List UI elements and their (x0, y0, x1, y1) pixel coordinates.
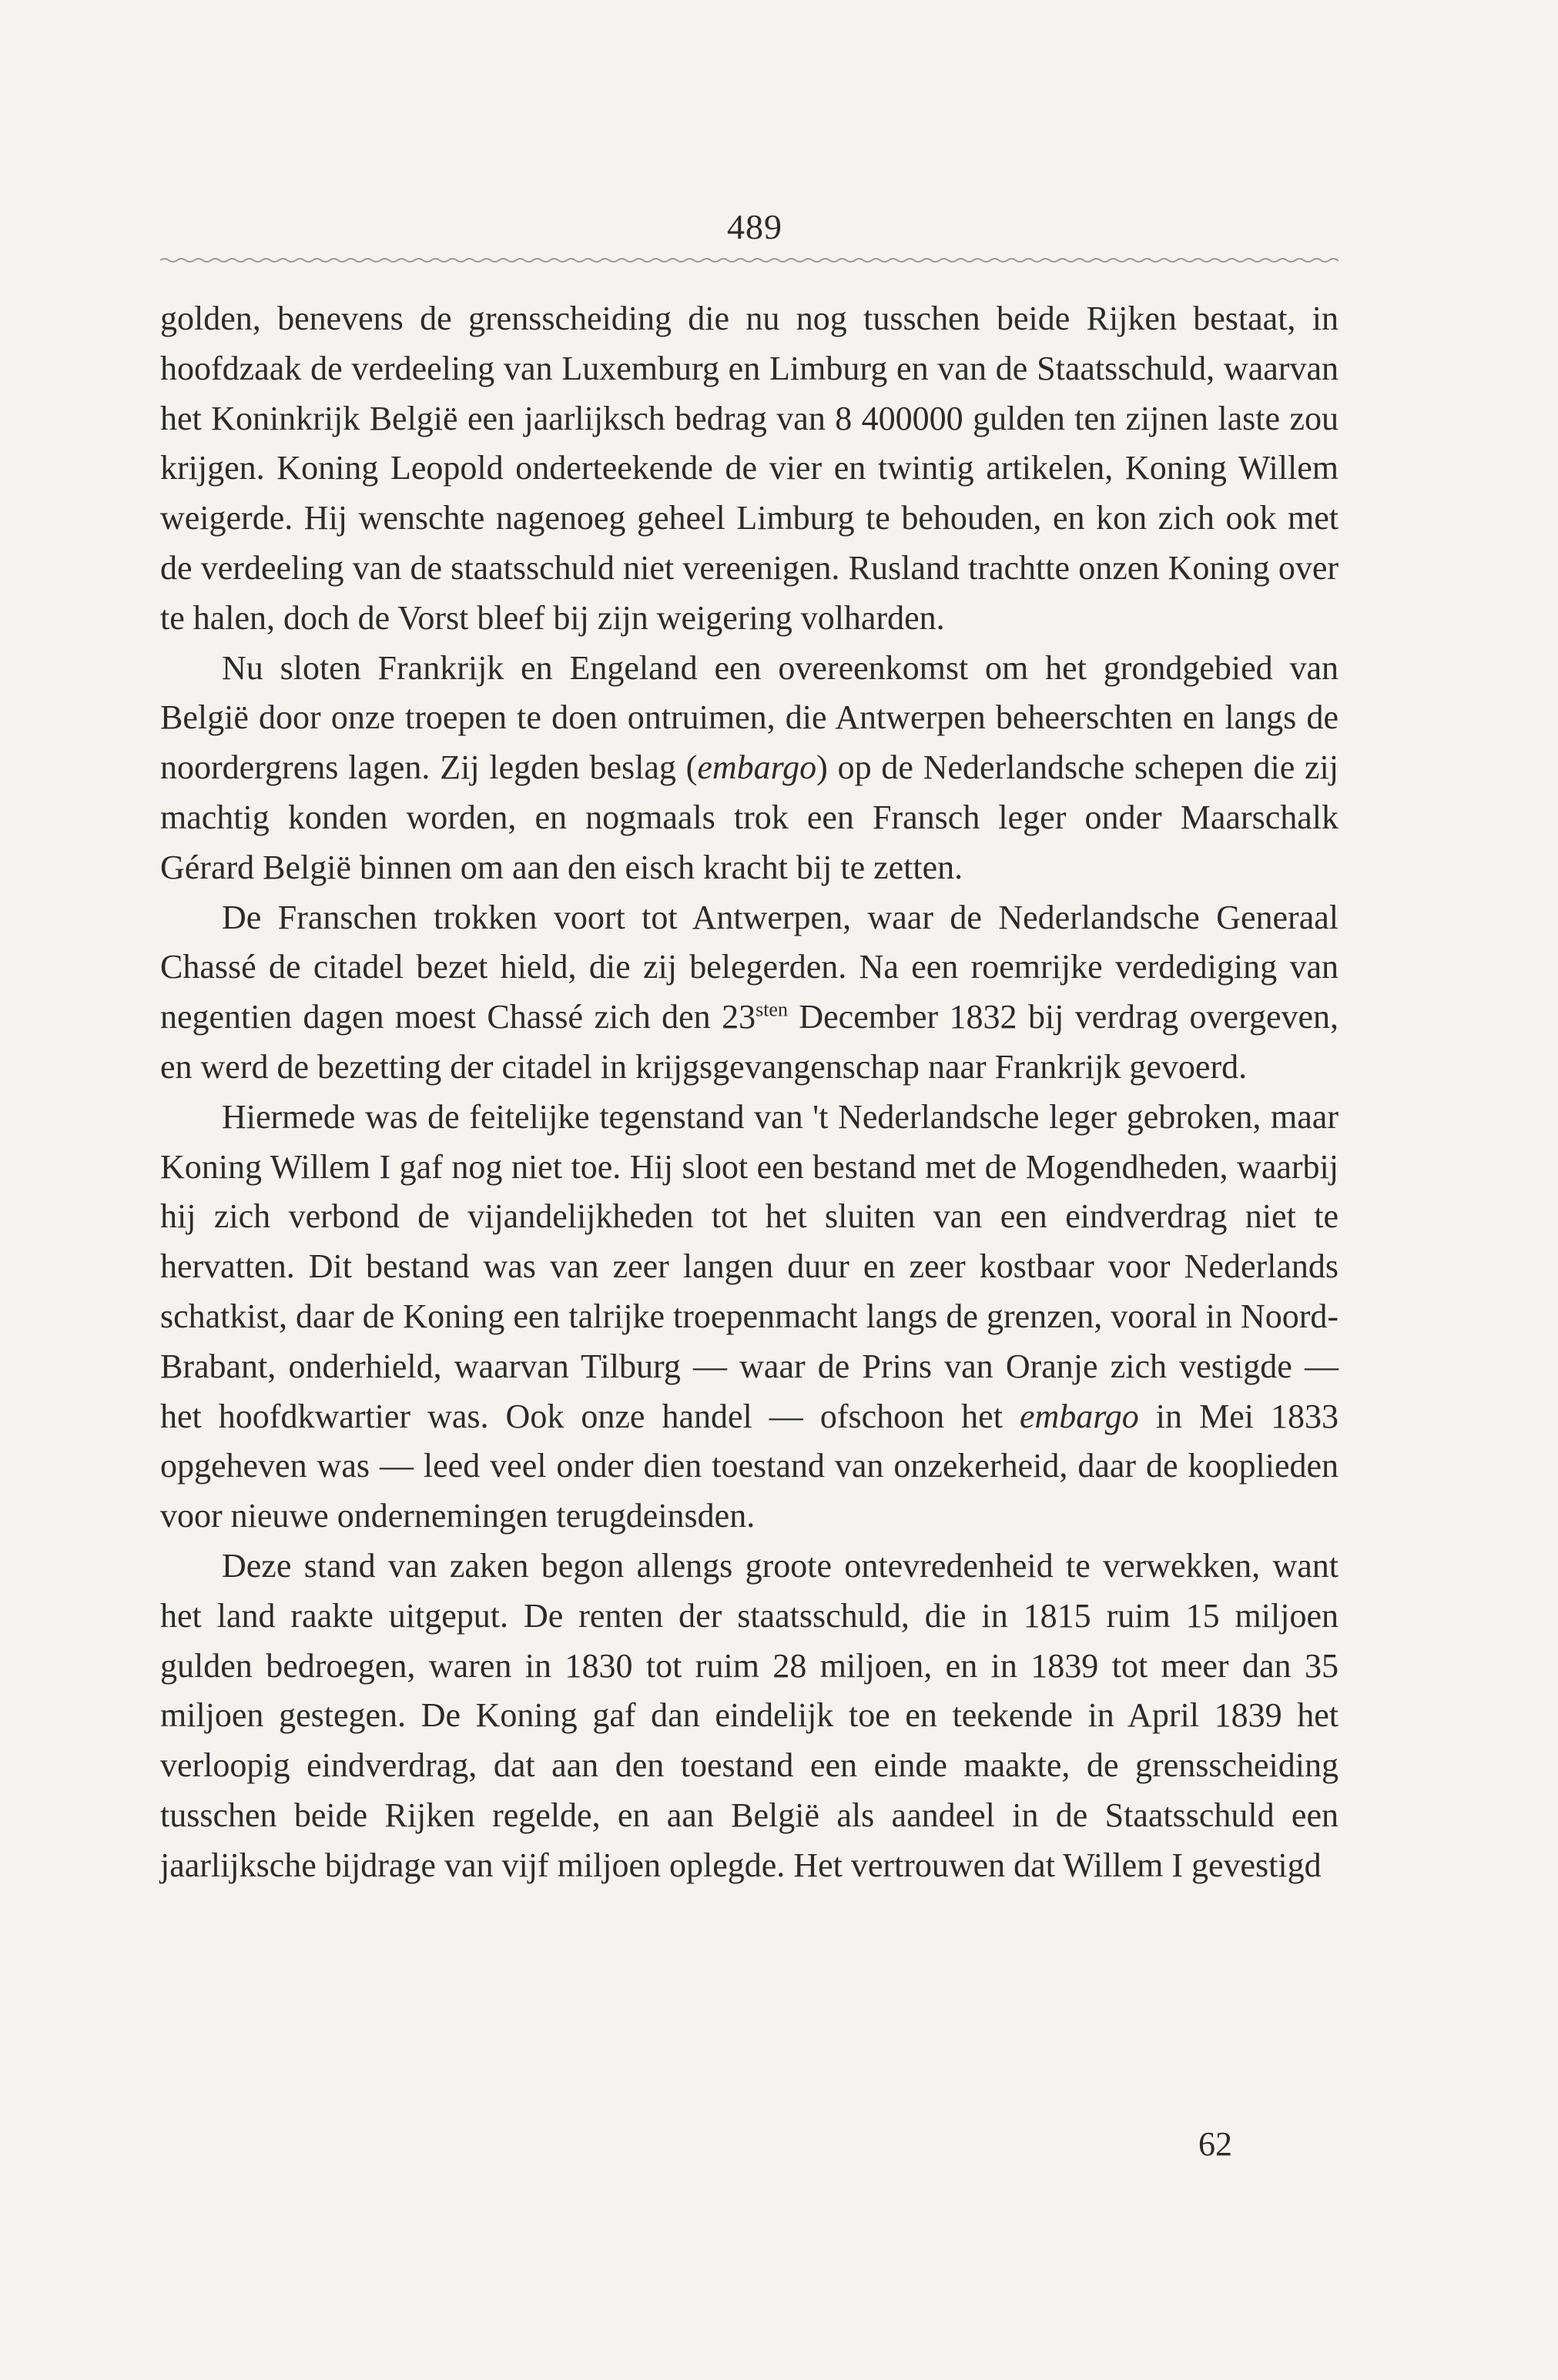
paragraph (160, 893, 1339, 1093)
paragraph-text: in Mei 1833 opgeheven was — leed veel onder dien toestand van onzekerheid, daar de kooplieden voor nieuwe ondernemingen terugdeinsden. (160, 1397, 1339, 1535)
decorative-wavy-rule (160, 254, 1339, 266)
paragraph-text: ) op de Nederlandsche schepen die zij machtig konden worden, en nogmaals trok een Fransch leger onder Maarschalk Gérard België binnen om aan den eisch kracht bij te zetten. (160, 748, 1339, 886)
paragraph-text: De Franschen trokken voort tot Antwerpen, waar de Nederlandsche Generaal Chassé de citadel bezet hield, die zij belegerden. Na een roemrijke verdediging van negentien dagen moest Chassé zich den 23 (160, 898, 1339, 1036)
signature-mark: 62 (1198, 2125, 1232, 2163)
ordinal-suffix: sten (756, 998, 788, 1021)
italic-term: embargo (697, 748, 817, 787)
body-text (160, 294, 1339, 1891)
paragraph (160, 1541, 1339, 1891)
paragraph (160, 1093, 1339, 1541)
paragraph (160, 644, 1339, 893)
paragraph-text: Nu sloten Frankrijk en Engeland een overeenkomst om het grondgebied van België door onze troepen te doen ontruimen, die Antwerpen beheerschten en langs de noordergrens lagen. Zij legden beslag ( (160, 648, 1339, 787)
paragraph-text: Hiermede was de feitelijke tegenstand van 't Nederlandsche leger gebroken, maar Koning Willem I gaf nog niet toe. Hij sloot een bestand met de Mogendheden, waarbij hij zich verbond de vijandelijkheden tot het sluiten van een eindverdrag niet te hervatten. Dit bestand was van zeer langen duur en zeer kostbaar voor Nederlands schatkist, daar de Koning een talrijke troepenmacht langs de grenzen, vooral in Noord-Brabant, onderhield, waarvan Tilburg — waar de Prins van Oranje zich vestigde — het hoofdkwartier was. Ook onze handel — ofschoon het (160, 1097, 1339, 1435)
paragraph-text: December 1832 bij verdrag overgeven, en werd de bezetting der citadel in krijgsgevangenschap naar Frankrijk gevoerd. (160, 998, 1339, 1086)
paragraph-text: golden, benevens de grensscheiding die nu nog tusschen beide Rijken bestaat, in hoofdzaak de verdeeling van Luxemburg en Limburg en van de Staatsschuld, waarvan het Koninkrijk België een jaarlijksch bedrag van 8 400000 gulden ten zijnen laste zou krijgen. Koning Leopold onderteekende de vier en twintig artikelen, Koning Willem weigerde. Hij wenschte nagenoeg geheel Limburg te behouden, en kon zich ook met de verdeeling van de staatsschuld niet vereenigen. Rusland trachtte onzen Koning over te halen, doch de Vorst bleef bij zijn weigering volharden. (160, 300, 1339, 637)
paragraph (160, 294, 1339, 644)
page-number: 489 (727, 207, 782, 246)
italic-term: embargo (1019, 1397, 1139, 1435)
paragraph-text: Deze stand van zaken begon allengs groote ontevredenheid te verwekken, want het land raakte uitgeput. De renten der staatsschuld, die in 1815 ruim 15 miljoen gulden bedroegen, waren in 1830 tot ruim 28 miljoen, en in 1839 tot meer dan 35 miljoen gestegen. De Koning gaf dan eindelijk toe en teekende in April 1839 het verloopig eindverdrag, dat aan den toestand een einde maakte, de grensscheiding tusschen beide Rijken regelde, en aan België als aandeel in de Staatsschuld een jaarlijksche bijdrage van vijf miljoen oplegde. Het vertrouwen dat Willem I gevestigd (160, 1546, 1339, 1884)
